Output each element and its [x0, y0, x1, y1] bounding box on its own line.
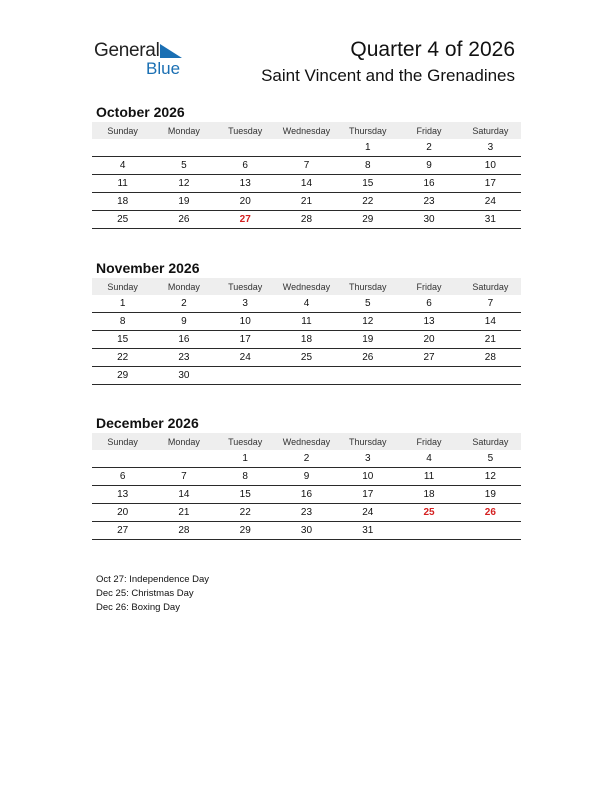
weekday-header: Monday — [153, 433, 214, 450]
day-cell: 13 — [92, 486, 153, 504]
day-cell: 17 — [337, 486, 398, 504]
weekday-header: Tuesday — [215, 122, 276, 139]
day-cell: 18 — [398, 486, 459, 504]
day-cell: 19 — [460, 486, 521, 504]
weekday-header: Tuesday — [215, 433, 276, 450]
day-cell: 12 — [153, 175, 214, 193]
logo — [94, 40, 194, 80]
weekday-header: Wednesday — [276, 278, 337, 295]
holiday-note: Dec 26: Boxing Day — [96, 602, 180, 613]
day-cell: 30 — [153, 367, 214, 385]
day-cell: 20 — [215, 193, 276, 211]
day-cell: 27 — [92, 522, 153, 540]
day-cell: 4 — [276, 295, 337, 313]
week-row — [92, 486, 521, 504]
calendar-table — [92, 122, 521, 229]
day-cell: 19 — [337, 331, 398, 349]
day-cell: 3 — [215, 295, 276, 313]
week-row — [92, 522, 521, 540]
day-cell: 3 — [460, 139, 521, 157]
empty-day-cell — [460, 367, 521, 385]
weekday-header: Wednesday — [276, 122, 337, 139]
day-cell: 11 — [92, 175, 153, 193]
calendar-body — [92, 295, 521, 385]
day-cell: 10 — [337, 468, 398, 486]
month-name: October 2026 — [96, 104, 185, 120]
empty-day-cell — [215, 139, 276, 157]
week-row — [92, 331, 521, 349]
day-cell: 29 — [92, 367, 153, 385]
empty-day-cell — [398, 367, 459, 385]
weekday-header: Sunday — [92, 122, 153, 139]
week-row — [92, 175, 521, 193]
day-cell: 5 — [153, 157, 214, 175]
day-cell: 24 — [215, 349, 276, 367]
day-cell: 8 — [337, 157, 398, 175]
week-row — [92, 157, 521, 175]
day-cell: 26 — [460, 504, 521, 522]
weekday-header: Saturday — [460, 278, 521, 295]
week-row — [92, 211, 521, 229]
day-cell: 14 — [153, 486, 214, 504]
day-cell: 27 — [398, 349, 459, 367]
day-cell: 14 — [276, 175, 337, 193]
weekday-header: Sunday — [92, 278, 153, 295]
day-cell: 25 — [92, 211, 153, 229]
day-cell: 25 — [398, 504, 459, 522]
weekday-header: Thursday — [337, 433, 398, 450]
day-cell: 7 — [153, 468, 214, 486]
day-cell: 11 — [276, 313, 337, 331]
day-cell: 22 — [215, 504, 276, 522]
day-cell: 15 — [92, 331, 153, 349]
weekday-header: Thursday — [337, 278, 398, 295]
day-cell: 16 — [398, 175, 459, 193]
logo-text-blue: Blue — [146, 59, 181, 78]
month-name: November 2026 — [96, 260, 200, 276]
calendar-table — [92, 433, 521, 540]
day-cell: 18 — [92, 193, 153, 211]
weekday-header: Wednesday — [276, 433, 337, 450]
day-cell: 21 — [460, 331, 521, 349]
week-row — [92, 193, 521, 211]
empty-day-cell — [276, 139, 337, 157]
month-october — [92, 102, 521, 229]
calendar-table — [92, 278, 521, 385]
day-cell: 24 — [337, 504, 398, 522]
empty-day-cell — [92, 139, 153, 157]
day-cell: 3 — [337, 450, 398, 468]
logo-text-general: General — [94, 40, 160, 61]
week-row — [92, 504, 521, 522]
weekday-header: Sunday — [92, 433, 153, 450]
day-cell: 23 — [276, 504, 337, 522]
day-cell: 22 — [337, 193, 398, 211]
day-cell: 26 — [337, 349, 398, 367]
empty-day-cell — [398, 522, 459, 540]
day-cell: 24 — [460, 193, 521, 211]
day-cell: 30 — [276, 522, 337, 540]
day-cell: 13 — [215, 175, 276, 193]
weekday-header: Thursday — [337, 122, 398, 139]
day-cell: 15 — [337, 175, 398, 193]
day-cell: 28 — [153, 522, 214, 540]
weekday-header: Monday — [153, 278, 214, 295]
day-cell: 9 — [398, 157, 459, 175]
week-row — [92, 450, 521, 468]
day-cell: 2 — [276, 450, 337, 468]
day-cell: 23 — [153, 349, 214, 367]
week-row — [92, 295, 521, 313]
weekday-header: Friday — [398, 278, 459, 295]
day-cell: 22 — [92, 349, 153, 367]
week-row — [92, 468, 521, 486]
month-november — [92, 258, 521, 385]
day-cell: 10 — [460, 157, 521, 175]
country-name: Saint Vincent and the Grenadines — [261, 66, 515, 85]
day-cell: 30 — [398, 211, 459, 229]
holiday-note: Dec 25: Christmas Day — [96, 588, 194, 599]
day-cell: 8 — [92, 313, 153, 331]
week-row — [92, 349, 521, 367]
day-cell: 17 — [215, 331, 276, 349]
day-cell: 17 — [460, 175, 521, 193]
calendar-body — [92, 139, 521, 229]
day-cell: 9 — [153, 313, 214, 331]
day-cell: 12 — [460, 468, 521, 486]
weekday-header: Saturday — [460, 433, 521, 450]
day-cell: 5 — [460, 450, 521, 468]
month-december — [92, 413, 521, 540]
day-cell: 4 — [398, 450, 459, 468]
weekday-header: Friday — [398, 122, 459, 139]
day-cell: 8 — [215, 468, 276, 486]
day-cell: 16 — [153, 331, 214, 349]
holiday-notes — [96, 573, 209, 615]
day-cell: 20 — [398, 331, 459, 349]
weekday-header: Friday — [398, 433, 459, 450]
day-cell: 29 — [337, 211, 398, 229]
day-cell: 6 — [92, 468, 153, 486]
day-cell: 16 — [276, 486, 337, 504]
empty-day-cell — [337, 367, 398, 385]
page-title: Quarter 4 of 2026 — [350, 38, 515, 61]
weekday-header-row — [92, 433, 521, 450]
day-cell: 18 — [276, 331, 337, 349]
day-cell: 5 — [337, 295, 398, 313]
empty-day-cell — [460, 522, 521, 540]
holiday-note: Oct 27: Independence Day — [96, 574, 210, 585]
month-name: December 2026 — [96, 415, 199, 431]
day-cell: 26 — [153, 211, 214, 229]
calendar-body — [92, 450, 521, 540]
week-row — [92, 139, 521, 157]
day-cell: 11 — [398, 468, 459, 486]
empty-day-cell — [153, 450, 214, 468]
day-cell: 31 — [460, 211, 521, 229]
day-cell: 12 — [337, 313, 398, 331]
day-cell: 7 — [276, 157, 337, 175]
logo-triangle-icon — [160, 44, 182, 58]
day-cell: 14 — [460, 313, 521, 331]
weekday-header: Saturday — [460, 122, 521, 139]
day-cell: 28 — [276, 211, 337, 229]
weekday-header: Monday — [153, 122, 214, 139]
day-cell: 2 — [153, 295, 214, 313]
empty-day-cell — [215, 367, 276, 385]
week-row — [92, 313, 521, 331]
day-cell: 1 — [337, 139, 398, 157]
day-cell: 6 — [215, 157, 276, 175]
day-cell: 29 — [215, 522, 276, 540]
week-row — [92, 367, 521, 385]
weekday-header-row — [92, 122, 521, 139]
day-cell: 6 — [398, 295, 459, 313]
day-cell: 28 — [460, 349, 521, 367]
day-cell: 21 — [153, 504, 214, 522]
day-cell: 10 — [215, 313, 276, 331]
day-cell: 15 — [215, 486, 276, 504]
weekday-header: Tuesday — [215, 278, 276, 295]
day-cell: 21 — [276, 193, 337, 211]
day-cell: 23 — [398, 193, 459, 211]
empty-day-cell — [92, 450, 153, 468]
day-cell: 4 — [92, 157, 153, 175]
day-cell: 19 — [153, 193, 214, 211]
day-cell: 25 — [276, 349, 337, 367]
day-cell: 27 — [215, 211, 276, 229]
day-cell: 7 — [460, 295, 521, 313]
day-cell: 13 — [398, 313, 459, 331]
day-cell: 20 — [92, 504, 153, 522]
day-cell: 1 — [92, 295, 153, 313]
day-cell: 31 — [337, 522, 398, 540]
empty-day-cell — [153, 139, 214, 157]
empty-day-cell — [276, 367, 337, 385]
day-cell: 1 — [215, 450, 276, 468]
day-cell: 2 — [398, 139, 459, 157]
weekday-header-row — [92, 278, 521, 295]
day-cell: 9 — [276, 468, 337, 486]
